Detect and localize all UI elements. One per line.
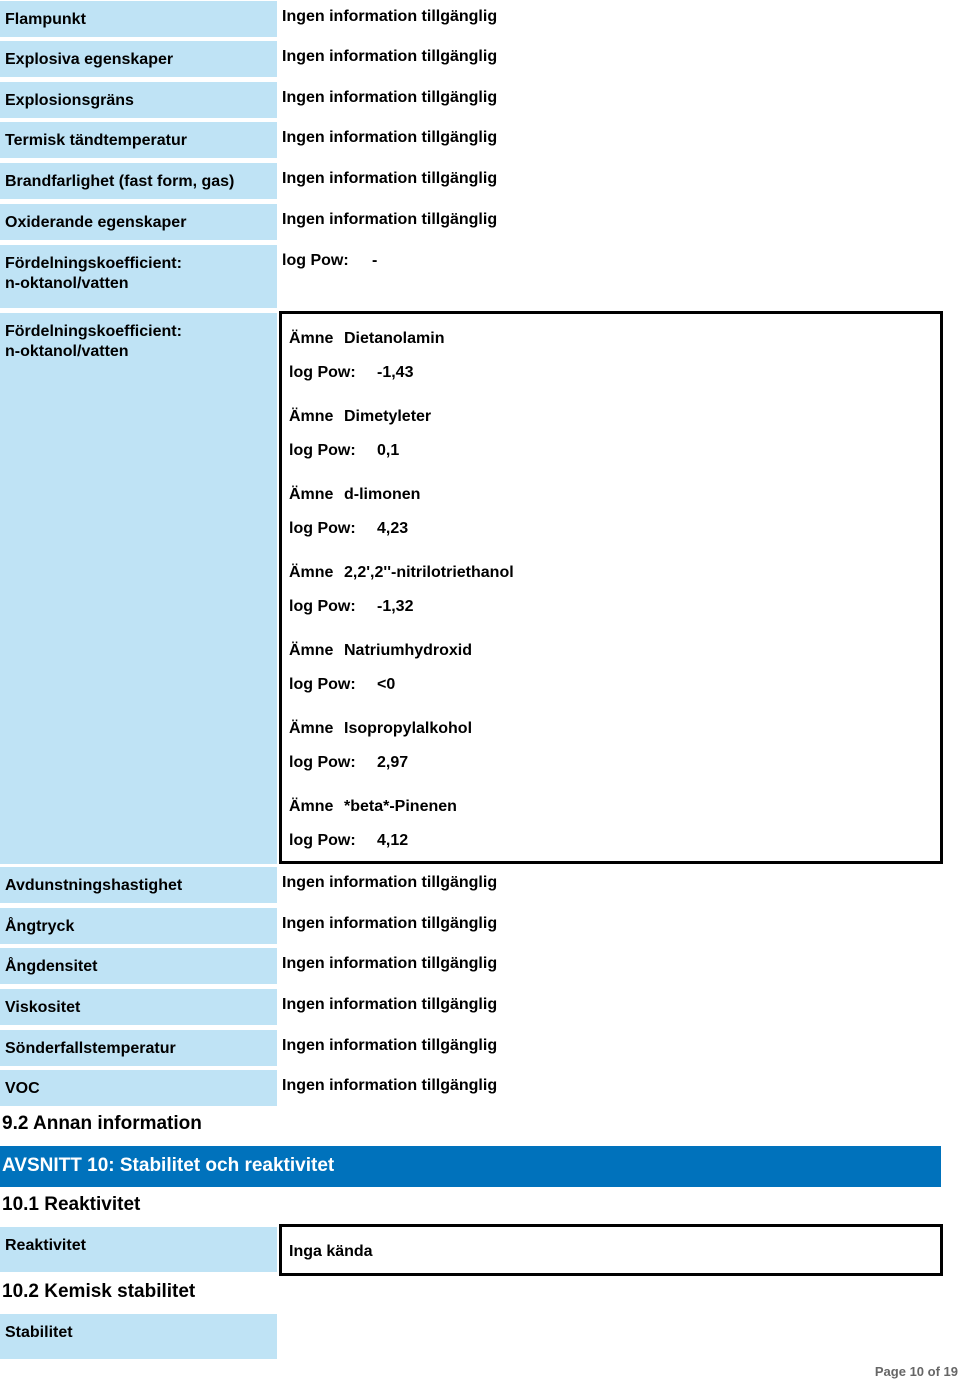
- stability-label: Stabilitet: [0, 1314, 277, 1359]
- property-label-vapor-pressure: Ångtryck: [0, 908, 277, 944]
- substance-logpow-value: -1,32: [377, 598, 414, 615]
- substance-name-row: [289, 797, 457, 817]
- substance-logpow-row: [289, 675, 395, 695]
- substance-logpow-value: 4,12: [377, 832, 409, 849]
- heading-9-2: 9.2 Annan information: [2, 1113, 202, 1134]
- substance-logpow-row: [289, 597, 413, 617]
- substance-name-row: [289, 407, 431, 427]
- reactivity-box: [279, 1224, 943, 1276]
- property-value-explosion-limit: Ingen information tillgänglig: [282, 89, 498, 106]
- substance-key: Ämne: [289, 642, 334, 659]
- partition-label-line1: Fördelningskoefficient:: [5, 255, 182, 272]
- property-value-decomposition-temp: Ingen information tillgänglig: [282, 1037, 498, 1054]
- property-label-voc: VOC: [0, 1070, 277, 1106]
- property-value-vapor-density: Ingen information tillgänglig: [282, 955, 498, 972]
- property-label-viscosity: Viskositet: [0, 989, 277, 1025]
- substances-box: [279, 311, 943, 864]
- substance-name-row: [289, 719, 472, 739]
- partition-coefficient-substances-label: [0, 313, 277, 864]
- partition-coefficient-label: [0, 245, 277, 308]
- substance-key: Ämne: [289, 330, 334, 347]
- substance-logpow-key: log Pow:: [289, 520, 356, 537]
- reactivity-label: Reaktivitet: [0, 1227, 277, 1272]
- substance-logpow-row: [289, 519, 408, 539]
- substance-name-row: [289, 329, 444, 349]
- property-label-explosive: Explosiva egenskaper: [0, 41, 277, 77]
- substance-name: *beta*-Pinenen: [344, 798, 457, 815]
- property-value-vapor-pressure: Ingen information tillgänglig: [282, 915, 498, 932]
- substance-name-row: [289, 485, 420, 505]
- logpow-value: -: [372, 252, 378, 269]
- property-label-evaporation: Avdunstningshastighet: [0, 867, 277, 903]
- substance-logpow-row: [289, 363, 413, 383]
- substance-name-row: [289, 641, 472, 661]
- logpow-key: log Pow:: [282, 252, 349, 269]
- substance-logpow-value: -1,43: [377, 364, 414, 381]
- property-value-flammability: Ingen information tillgänglig: [282, 170, 498, 187]
- substance-key: Ämne: [289, 798, 334, 815]
- section-10-title: AVSNITT 10: Stabilitet och reaktivitet: [0, 1146, 941, 1187]
- partition-substances-label-line2: n-oktanol/vatten: [5, 343, 129, 360]
- property-label-vapor-density: Ångdensitet: [0, 948, 277, 984]
- substance-name: d-limonen: [344, 486, 421, 503]
- substance-name: Dimetyleter: [344, 408, 432, 425]
- substance-name: Dietanolamin: [344, 330, 445, 347]
- property-label-oxidizing: Oxiderande egenskaper: [0, 204, 277, 240]
- partition-logpow: [282, 251, 377, 271]
- property-value-flash-point: Ingen information tillgänglig: [282, 8, 498, 25]
- substance-logpow-row: [289, 441, 399, 461]
- substance-logpow-key: log Pow:: [289, 364, 356, 381]
- property-value-voc: Ingen information tillgänglig: [282, 1077, 498, 1094]
- property-label-flammability: Brandfarlighet (fast form, gas): [0, 163, 277, 199]
- substance-logpow-key: log Pow:: [289, 676, 356, 693]
- property-value-ignition-temp: Ingen information tillgänglig: [282, 129, 498, 146]
- substance-name: Isopropylalkohol: [344, 720, 473, 737]
- page-number: Page 10 of 19: [874, 1364, 958, 1379]
- property-label-explosion-limit: Explosionsgräns: [0, 82, 277, 118]
- substance-name: 2,2',2''-nitrilotriethanol: [344, 564, 514, 581]
- substance-logpow-value: 0,1: [377, 442, 400, 459]
- partition-label-line2: n-oktanol/vatten: [5, 275, 129, 292]
- substance-key: Ämne: [289, 486, 334, 503]
- property-label-ignition-temp: Termisk tändtemperatur: [0, 122, 277, 158]
- property-value-oxidizing: Ingen information tillgänglig: [282, 211, 498, 228]
- substance-logpow-value: 2,97: [377, 754, 409, 771]
- property-label-decomposition-temp: Sönderfallstemperatur: [0, 1030, 277, 1066]
- substance-key: Ämne: [289, 720, 334, 737]
- property-value-viscosity: Ingen information tillgänglig: [282, 996, 498, 1013]
- substance-key: Ämne: [289, 564, 334, 581]
- substance-logpow-value: <0: [377, 676, 396, 693]
- property-label-flash-point: Flampunkt: [0, 1, 277, 37]
- substance-logpow-row: [289, 831, 408, 851]
- heading-10-1: 10.1 Reaktivitet: [2, 1194, 141, 1215]
- substance-logpow-key: log Pow:: [289, 754, 356, 771]
- substance-name: Natriumhydroxid: [344, 642, 473, 659]
- heading-10-2: 10.2 Kemisk stabilitet: [2, 1281, 196, 1302]
- reactivity-value: Inga kända: [289, 1243, 373, 1260]
- substance-logpow-key: log Pow:: [289, 832, 356, 849]
- substance-logpow-key: log Pow:: [289, 442, 356, 459]
- substance-key: Ämne: [289, 408, 334, 425]
- property-value-evaporation: Ingen information tillgänglig: [282, 874, 498, 891]
- partition-substances-label-line1: Fördelningskoefficient:: [5, 323, 182, 340]
- property-value-explosive: Ingen information tillgänglig: [282, 48, 498, 65]
- substance-name-row: [289, 563, 514, 583]
- substance-logpow-row: [289, 753, 408, 773]
- substance-logpow-value: 4,23: [377, 520, 409, 537]
- substance-logpow-key: log Pow:: [289, 598, 356, 615]
